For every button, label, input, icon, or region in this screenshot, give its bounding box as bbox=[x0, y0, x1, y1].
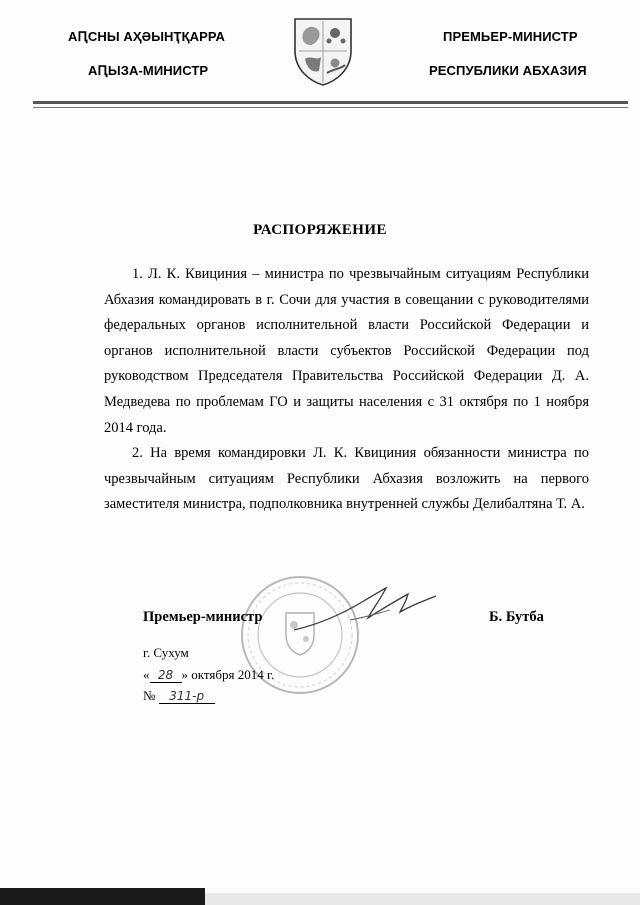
document-title: РАСПОРЯЖЕНИЕ bbox=[253, 222, 387, 238]
order-number bbox=[143, 688, 215, 704]
signatory-name: Б. Бутба bbox=[489, 609, 544, 625]
header-russian-title: ПРЕМЬЕР-МИНИСТР bbox=[443, 29, 578, 44]
header-abkhaz-title: АԤСНЫ АҲӘЫНҬҚАРРА bbox=[68, 29, 225, 44]
date-day-handwritten: 28 bbox=[150, 668, 182, 683]
issue-city: г. Сухум bbox=[143, 645, 189, 660]
header-abkhaz-subtitle: АԤЫЗА-МИНИСТР bbox=[88, 63, 209, 78]
issue-date bbox=[143, 667, 274, 683]
order-number-handwritten: 311-р bbox=[159, 689, 215, 704]
handwritten-signature bbox=[290, 580, 440, 640]
date-open-quote: « bbox=[143, 667, 150, 682]
paragraph-2: 2. На время командировки Л. К. Квициния обязанности министра по чрезвычайным ситуациям Республики Абхазия возложить на первого заместителя министра, подполковника внутренней службы Делибалтяна Т. А. bbox=[104, 445, 589, 513]
paragraph-1: 1. Л. К. Квициния – министра по чрезвычайным ситуациям Республики Абхазия командировать в г. Сочи для участия в совещании с руководителями федеральных органов исполнительной власти Российской Федерации и органов исполнительной власти субъектов Российской Федерации под руководством Председателя Правительства Российской Федерации Д. А. Медведева по проблемам ГО и защиты населения с 31 октября по 1 ноября 2014 года. bbox=[104, 266, 589, 436]
order-number-label: № bbox=[143, 688, 156, 703]
date-month-year: » октября 2014 г. bbox=[181, 667, 275, 682]
document-body bbox=[104, 262, 589, 518]
coat-of-arms-icon bbox=[291, 15, 355, 87]
header-russian-subtitle: РЕСПУБЛИКИ АБХАЗИЯ bbox=[429, 63, 587, 78]
signatory-role: Премьер-министр bbox=[143, 609, 263, 625]
scan-edge-light bbox=[205, 893, 640, 905]
header-divider-thin bbox=[33, 107, 628, 108]
header-divider-thick bbox=[33, 101, 628, 104]
scan-edge-dark bbox=[0, 888, 205, 905]
